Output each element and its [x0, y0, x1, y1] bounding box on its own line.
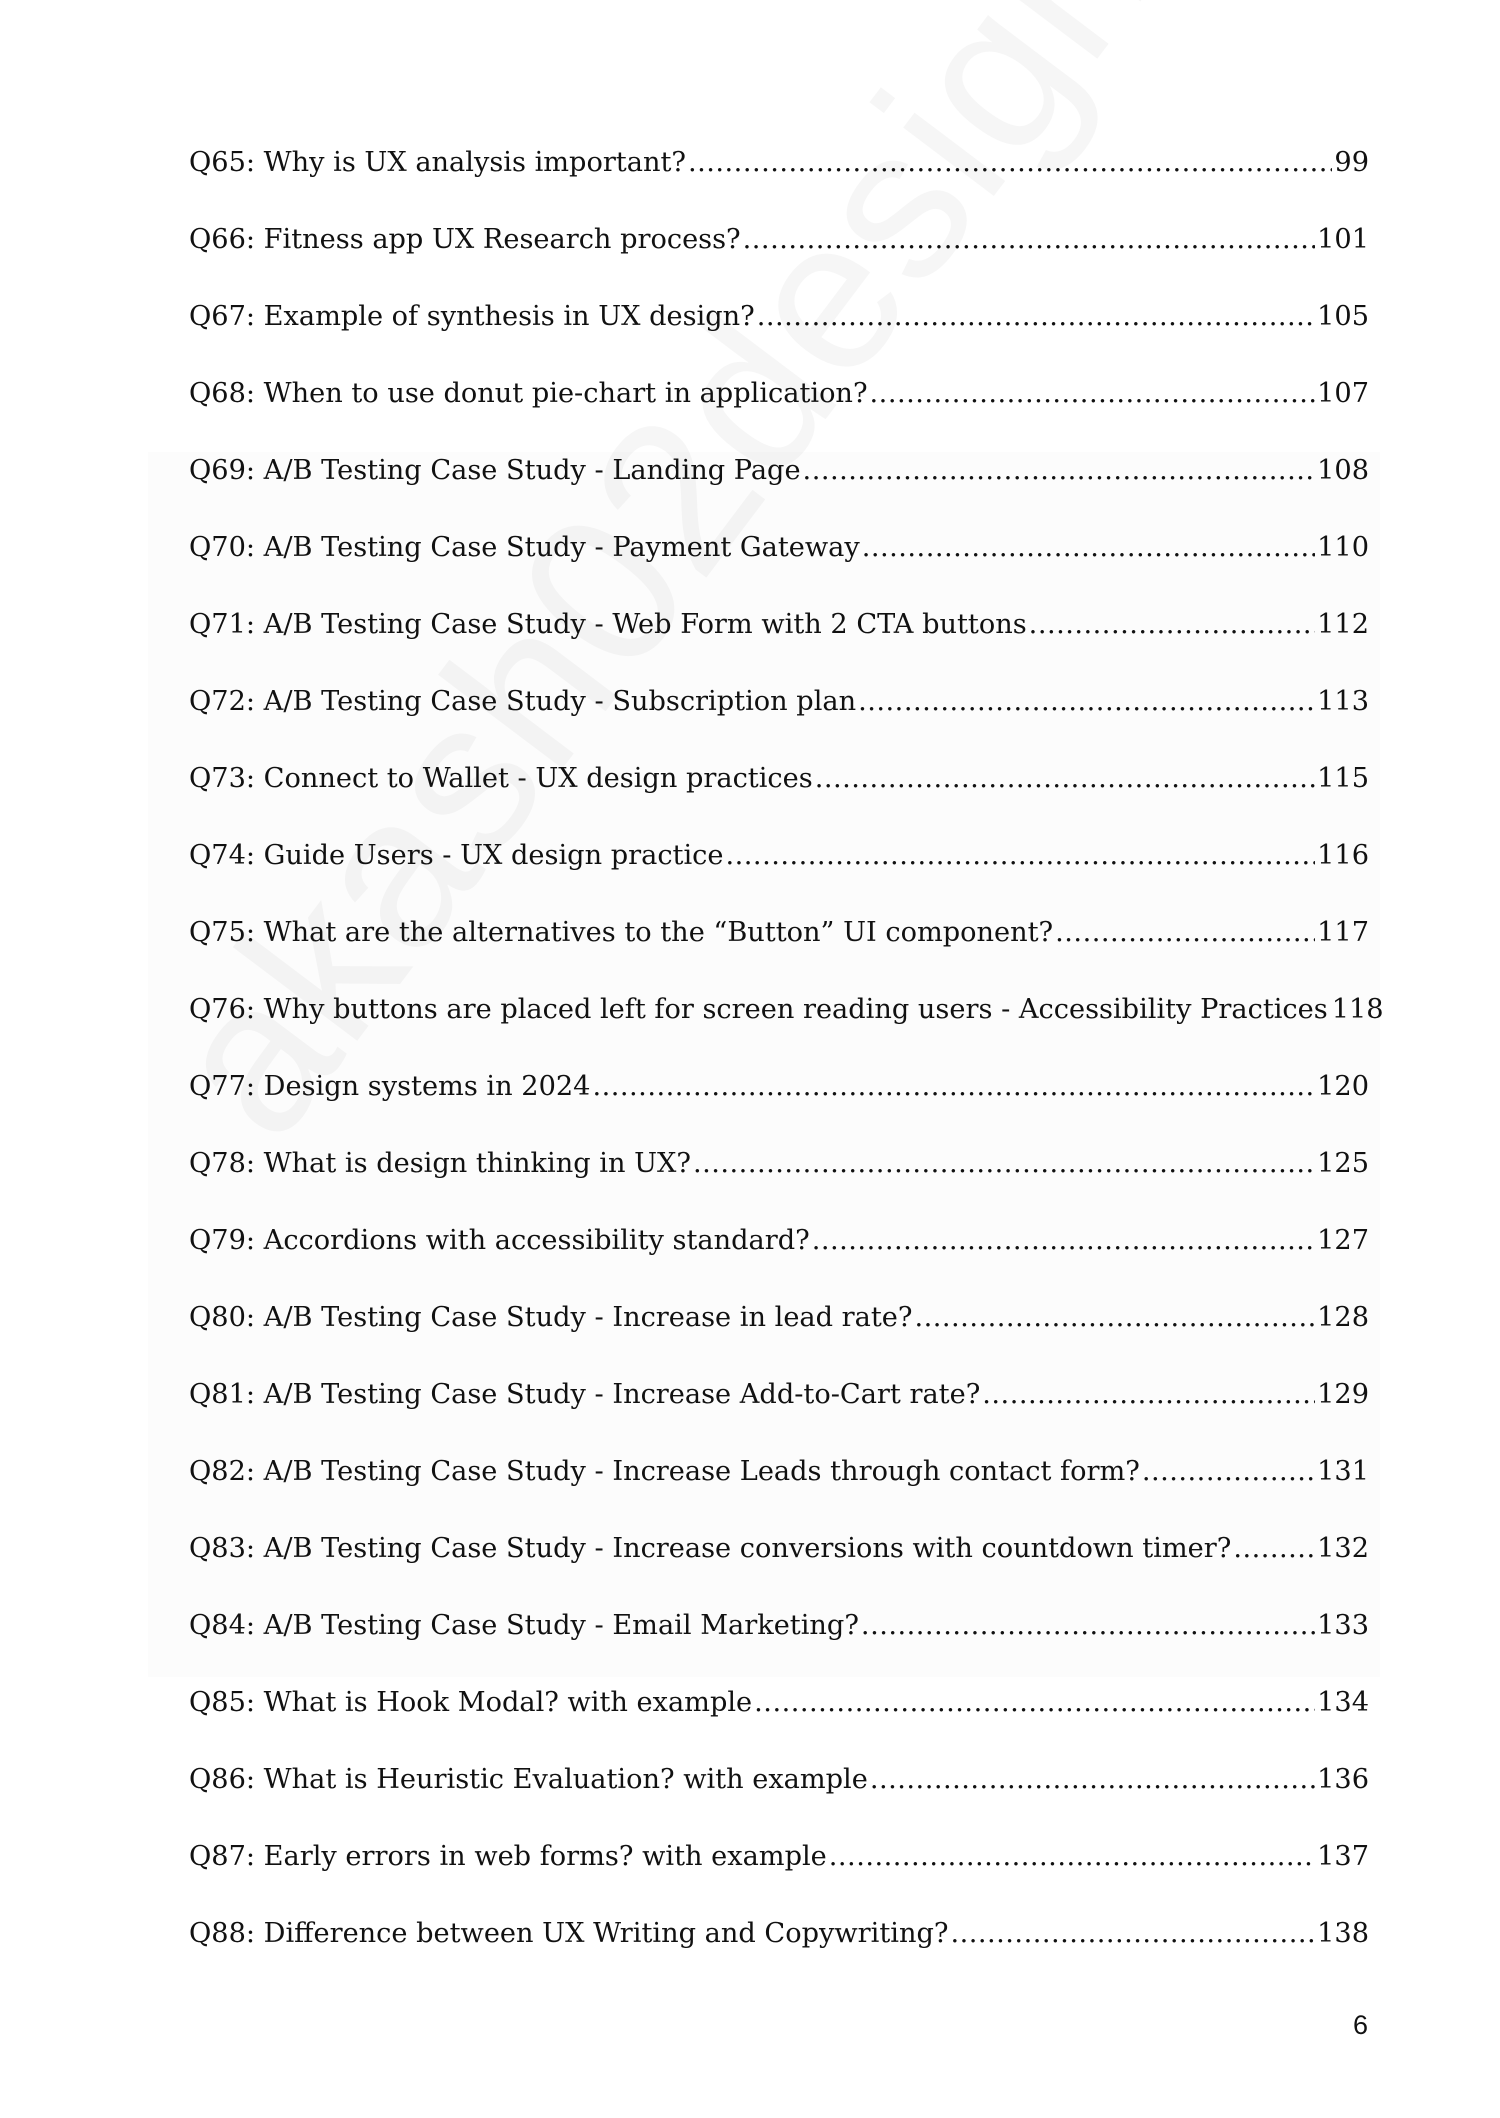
toc-entry-page: 136 — [1317, 1764, 1369, 1795]
toc-entry-title: Q81: A/B Testing Case Study - Increase Add-to-Cart rate? — [189, 1379, 981, 1410]
toc-entry-title: Q68: When to use donut pie-chart in application? — [189, 378, 868, 409]
toc-entry-page: 127 — [1317, 1225, 1369, 1256]
toc-entry[interactable] — [189, 224, 1369, 301]
toc-entry[interactable] — [189, 1456, 1369, 1533]
toc-entry-title: Q88: Difference between UX Writing and Copywriting? — [189, 1918, 949, 1949]
toc-entry-title: Q72: A/B Testing Case Study - Subscription plan — [189, 686, 857, 717]
toc-entry[interactable] — [189, 532, 1369, 609]
toc-entry-title: Q71: A/B Testing Case Study - Web Form with 2 CTA buttons — [189, 609, 1027, 640]
toc-dot-leader — [757, 301, 1315, 332]
toc-dot-leader — [829, 1841, 1315, 1872]
toc-entry-title: Q77: Design systems in 2024 — [189, 1071, 591, 1102]
toc-entry[interactable] — [189, 1225, 1369, 1302]
toc-entry[interactable] — [189, 609, 1369, 686]
toc-entry-title: Q83: A/B Testing Case Study - Increase conversions with countdown timer? — [189, 1533, 1232, 1564]
toc-entry-page: 128 — [1317, 1302, 1369, 1333]
toc-entry[interactable] — [189, 1071, 1369, 1148]
toc-dot-leader — [861, 1610, 1315, 1641]
toc-entry-page: 101 — [1317, 224, 1369, 255]
toc-dot-leader — [862, 532, 1315, 563]
toc-dot-leader — [950, 1918, 1315, 1949]
toc-entry[interactable] — [189, 763, 1369, 840]
toc-entry-title: Q67: Example of synthesis in UX design? — [189, 301, 755, 332]
toc-entry-title: Q85: What is Hook Modal? with example — [189, 1687, 753, 1718]
toc-entry[interactable] — [189, 1610, 1369, 1687]
toc-entry[interactable] — [189, 994, 1384, 1071]
page-number: 6 — [1352, 2010, 1368, 2040]
toc-dot-leader — [1055, 917, 1315, 948]
table-of-contents — [189, 147, 1384, 1995]
toc-dot-leader — [688, 147, 1332, 178]
toc-dot-leader — [693, 1148, 1315, 1179]
toc-entry-title: Q75: What are the alternatives to the “Button” UI component? — [189, 917, 1054, 948]
toc-entry[interactable] — [189, 1379, 1369, 1456]
toc-entry-page: 125 — [1317, 1148, 1369, 1179]
toc-dot-leader — [812, 1225, 1315, 1256]
toc-entry[interactable] — [189, 686, 1369, 763]
toc-entry-page: 117 — [1317, 917, 1369, 948]
toc-dot-leader — [1233, 1533, 1315, 1564]
toc-dot-leader — [914, 1302, 1315, 1333]
toc-entry[interactable] — [189, 1687, 1369, 1764]
toc-entry-page: 138 — [1317, 1918, 1369, 1949]
toc-dot-leader — [743, 224, 1315, 255]
toc-entry-page: 113 — [1317, 686, 1369, 717]
toc-entry-page: 132 — [1317, 1533, 1369, 1564]
toc-entry[interactable] — [189, 378, 1369, 455]
toc-dot-leader — [870, 1764, 1315, 1795]
toc-entry-title: Q76: Why buttons are placed left for screen reading users - Accessibility Practices — [189, 994, 1328, 1025]
toc-entry-page: 116 — [1317, 840, 1369, 871]
toc-entry-page: 131 — [1317, 1456, 1369, 1487]
toc-entry-title: Q82: A/B Testing Case Study - Increase Leads through contact form? — [189, 1456, 1140, 1487]
toc-entry[interactable] — [189, 840, 1369, 917]
toc-entry-title: Q84: A/B Testing Case Study - Email Marketing? — [189, 1610, 859, 1641]
toc-entry-title: Q80: A/B Testing Case Study - Increase in lead rate? — [189, 1302, 913, 1333]
toc-entry-title: Q79: Accordions with accessibility standard? — [189, 1225, 810, 1256]
toc-dot-leader — [754, 1687, 1315, 1718]
toc-dot-leader — [870, 378, 1316, 409]
toc-entry[interactable] — [189, 1302, 1369, 1379]
toc-entry-title: Q69: A/B Testing Case Study - Landing Page — [189, 455, 801, 486]
toc-entry-title: Q87: Early errors in web forms? with example — [189, 1841, 827, 1872]
toc-entry-title: Q70: A/B Testing Case Study - Payment Gateway — [189, 532, 860, 563]
toc-entry-page: 105 — [1317, 301, 1369, 332]
toc-entry-page: 108 — [1317, 455, 1369, 486]
toc-dot-leader — [982, 1379, 1315, 1410]
toc-dot-leader — [858, 686, 1315, 717]
toc-entry-page: 112 — [1317, 609, 1369, 640]
toc-dot-leader — [1142, 1456, 1315, 1487]
toc-dot-leader — [592, 1071, 1315, 1102]
toc-entry[interactable] — [189, 1533, 1369, 1610]
toc-entry-page: 133 — [1317, 1610, 1369, 1641]
toc-entry[interactable] — [189, 1148, 1369, 1225]
toc-entry[interactable] — [189, 455, 1369, 532]
toc-entry[interactable] — [189, 1841, 1369, 1918]
toc-entry-page: 110 — [1317, 532, 1369, 563]
toc-entry[interactable] — [189, 301, 1369, 378]
toc-dot-leader — [803, 455, 1316, 486]
toc-entry-title: Q78: What is design thinking in UX? — [189, 1148, 691, 1179]
toc-entry-page: 137 — [1317, 1841, 1369, 1872]
toc-entry-page: 129 — [1317, 1379, 1369, 1410]
toc-entry-title: Q73: Connect to Wallet - UX design practices — [189, 763, 813, 794]
toc-entry-page: 120 — [1317, 1071, 1369, 1102]
toc-entry-title: Q66: Fitness app UX Research process? — [189, 224, 741, 255]
toc-dot-leader — [815, 763, 1315, 794]
toc-entry-page: 115 — [1317, 763, 1369, 794]
toc-entry-page: 107 — [1317, 378, 1369, 409]
toc-entry-title: Q86: What is Heuristic Evaluation? with example — [189, 1764, 868, 1795]
toc-entry[interactable] — [189, 1764, 1369, 1841]
toc-entry-page: 134 — [1317, 1687, 1369, 1718]
toc-entry-title: Q74: Guide Users - UX design practice — [189, 840, 724, 871]
toc-dot-leader — [726, 840, 1316, 871]
toc-entry-page: 118 — [1331, 994, 1384, 1025]
toc-entry[interactable] — [189, 917, 1369, 994]
toc-entry-title: Q65: Why is UX analysis important? — [189, 147, 686, 178]
toc-entry[interactable] — [189, 1918, 1369, 1995]
toc-entry-page: 99 — [1334, 147, 1369, 178]
toc-entry[interactable] — [189, 147, 1369, 224]
toc-dot-leader — [1029, 609, 1315, 640]
